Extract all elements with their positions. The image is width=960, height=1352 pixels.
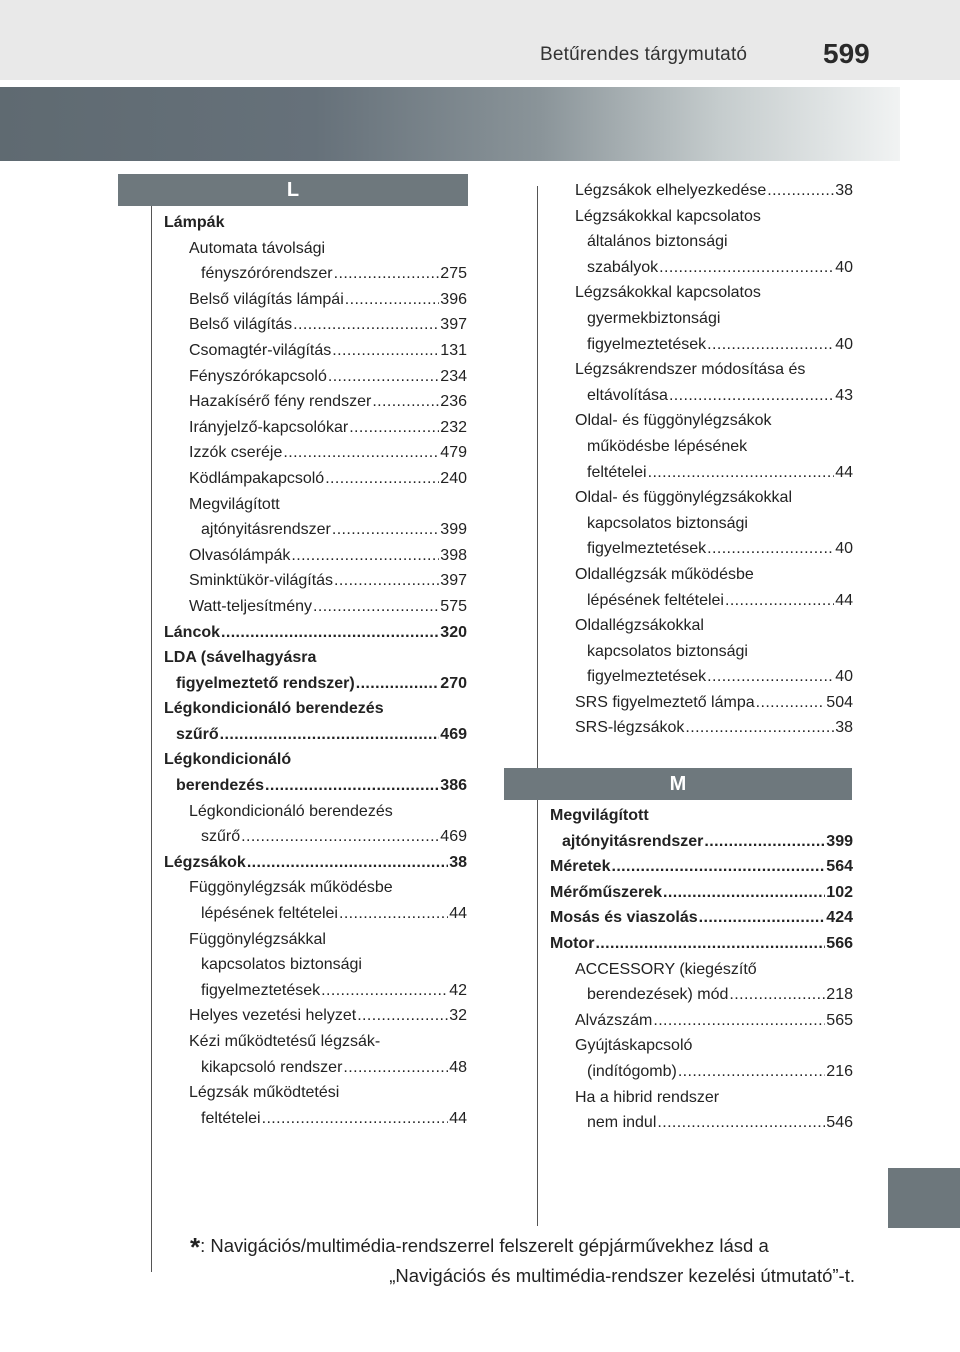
index-entry-line (550, 511, 853, 537)
index-entry (164, 696, 467, 747)
index-entry-text: nem indul (587, 1114, 657, 1132)
index-entry-text: (indítógomb) (587, 1062, 677, 1080)
index-page-ref: 399 (440, 521, 467, 539)
index-entry (164, 287, 467, 313)
index-entry-line (550, 664, 853, 690)
index-entry-line (550, 485, 853, 511)
index-page-ref: 48 (449, 1058, 467, 1076)
index-entry-text: Függönylégzsák működésbe (189, 879, 393, 897)
index-entry-line (164, 952, 467, 978)
index-entry-line (550, 536, 853, 562)
index-entry-text: Watt-teljesítmény (189, 597, 312, 615)
index-entry (550, 204, 853, 281)
index-entry-text: Megvilágított (189, 495, 280, 513)
index-page-ref: 44 (449, 1109, 467, 1127)
dot-leader (663, 880, 825, 906)
index-entry-text: szabályok (587, 258, 659, 276)
index-entry-line (550, 357, 853, 383)
index-entry-text: Függönylégzsákkal (189, 930, 326, 948)
index-page-ref: 40 (835, 258, 853, 276)
index-entry-text: ajtónyitásrendszer (562, 832, 704, 850)
index-page-ref: 424 (826, 909, 853, 927)
index-page-ref: 234 (440, 367, 467, 385)
index-entry (550, 715, 853, 741)
index-entry-line (164, 568, 467, 594)
index-entry-line (164, 517, 467, 543)
index-entry-text: Megvilágított (550, 807, 649, 824)
index-entry-line (164, 261, 467, 287)
index-entry-line (550, 803, 853, 829)
index-entry-text: Sminktükör-világítás (189, 572, 334, 590)
index-entry-line (164, 338, 467, 364)
index-page-ref: 275 (440, 265, 467, 283)
dot-leader (704, 829, 825, 855)
index-entry (550, 613, 853, 690)
index-page-ref: 42 (449, 981, 467, 999)
index-entry (164, 927, 467, 1004)
index-entry-line (164, 312, 467, 338)
index-entry-line (164, 236, 467, 262)
index-page-ref: 40 (835, 540, 853, 558)
index-entry-text: lépésének feltételei (201, 905, 338, 923)
index-entry-line (164, 1029, 467, 1055)
index-entry (550, 408, 853, 485)
index-entry-text: ajtónyitásrendszer (201, 521, 331, 539)
dot-leader (220, 722, 440, 748)
dot-leader (325, 466, 439, 492)
footnote-marker: * (190, 1232, 201, 1262)
dot-leader (345, 287, 440, 313)
index-page-ref: 546 (826, 1114, 853, 1132)
index-entry-text: Izzók cseréje (189, 444, 283, 462)
index-entry (164, 492, 467, 543)
index-entry (164, 389, 467, 415)
index-entry-line (550, 408, 853, 434)
index-entry-line (164, 364, 467, 390)
index-entry-text: figyelmeztető rendszer) (176, 674, 355, 692)
index-entry (550, 931, 853, 957)
index-entry-line (164, 722, 467, 748)
index-page-ref: 564 (826, 858, 853, 876)
dot-leader (725, 588, 834, 614)
index-column-left (164, 210, 467, 1131)
index-entry (164, 799, 467, 850)
dot-leader (707, 664, 834, 690)
index-entry-text: Mérőműszerek (550, 883, 663, 901)
index-page-ref: 320 (440, 623, 467, 641)
index-entry-line (164, 1055, 467, 1081)
index-entry (164, 747, 467, 798)
section-header-m: M (504, 768, 852, 800)
index-entry-line (550, 1033, 853, 1059)
index-page-ref: 232 (440, 418, 467, 436)
index-entry-line (164, 824, 467, 850)
dot-leader (707, 536, 834, 562)
dot-leader (291, 543, 439, 569)
index-entry (550, 880, 853, 906)
index-entry-text: szűrő (176, 725, 219, 743)
index-page-ref: 270 (440, 674, 467, 692)
index-page-ref: 240 (440, 469, 467, 487)
index-entry-line (164, 773, 467, 799)
dot-leader (707, 332, 834, 358)
dot-leader (221, 620, 439, 646)
index-entry-text: Irányjelző-kapcsolókar (189, 418, 349, 436)
index-entry-line (164, 927, 467, 953)
dot-leader (332, 338, 439, 364)
index-entry-text: Láncok (164, 623, 221, 641)
index-page-ref: 504 (826, 693, 853, 711)
index-entry (164, 1080, 467, 1131)
index-entry-text: Légzsákok (164, 853, 246, 871)
index-entry-line (164, 1080, 467, 1106)
index-entry-text: ACCESSORY (kiegészítő (575, 960, 757, 978)
index-entry-text: Ködlámpakapcsoló (189, 469, 325, 487)
index-entry-text: Légkondicionáló berendezés (189, 802, 393, 820)
index-page-ref: 38 (835, 719, 853, 737)
index-entry-text: Oldallégzsák működésbe (575, 565, 754, 583)
index-page-ref: 575 (440, 597, 467, 615)
dot-leader (657, 1110, 825, 1136)
index-entry-line (550, 982, 853, 1008)
index-entry (164, 236, 467, 287)
index-entry (164, 543, 467, 569)
index-entry-text: Alvázszám (575, 1011, 653, 1029)
index-entry-text: SRS-légzsákok (575, 719, 685, 737)
index-entry-line (164, 594, 467, 620)
index-entry (550, 803, 853, 854)
index-entry-text: Méretek (550, 858, 611, 876)
index-entry-line (164, 799, 467, 825)
index-entry (550, 280, 853, 357)
index-entry-text: kapcsolatos biztonsági (201, 956, 362, 974)
index-entry-text: eltávolítása (587, 386, 668, 404)
index-entry-line (164, 210, 467, 236)
index-page-ref: 38 (835, 182, 853, 199)
dot-leader (699, 905, 826, 931)
index-entry-line (550, 1059, 853, 1085)
index-entry-text: Oldal- és függönylégzsákokkal (575, 489, 793, 507)
index-entry (164, 568, 467, 594)
index-entry-text: fényszórórendszer (201, 265, 333, 283)
index-entry-text: Légkondicionáló (164, 751, 292, 769)
left-margin-rule (151, 200, 152, 1272)
index-entry-text: Kézi működtetésű légzsák- (189, 1033, 381, 1050)
index-entry (164, 1029, 467, 1080)
index-entry-text: Fényszórókapcsoló (189, 367, 327, 385)
index-entry-line (550, 1008, 853, 1034)
dot-leader (332, 517, 439, 543)
index-page-ref: 397 (440, 316, 467, 334)
column-divider (537, 186, 538, 1226)
index-page-ref: 397 (440, 572, 467, 590)
index-entry (550, 178, 853, 204)
index-entry (550, 357, 853, 408)
index-page-ref: 469 (440, 828, 467, 846)
dot-leader (678, 1059, 825, 1085)
index-page-ref: 399 (826, 832, 853, 850)
index-entry-line (550, 613, 853, 639)
dot-leader (334, 568, 439, 594)
dot-leader (293, 312, 439, 338)
index-entry-text: Olvasólámpák (189, 546, 291, 564)
dot-leader (339, 901, 448, 927)
header-band (0, 0, 960, 80)
index-page-ref: 40 (835, 668, 853, 686)
index-entry-text: Légzsákrendszer módosítása és (575, 361, 806, 379)
index-entry-line (164, 620, 467, 646)
index-entry-text: Belső világítás lámpái (189, 290, 344, 308)
index-entry-line (550, 306, 853, 332)
index-entry-line (550, 829, 853, 855)
dot-leader (659, 255, 834, 281)
index-entry (550, 1085, 853, 1136)
dot-leader (356, 671, 440, 697)
index-entry-text: Lámpák (164, 214, 225, 231)
index-entry (164, 338, 467, 364)
index-entry-line (164, 1106, 467, 1132)
index-entry-line (550, 957, 853, 983)
index-entry-line (550, 931, 853, 957)
index-entry-text: SRS figyelmeztető lámpa (575, 693, 755, 711)
section-thumb-tab (888, 1168, 960, 1228)
dot-leader (372, 389, 439, 415)
index-entry-text: feltételei (201, 1109, 261, 1127)
index-entry-line (164, 543, 467, 569)
index-entry-line (550, 332, 853, 358)
index-entry (164, 210, 467, 236)
index-page-ref: 566 (826, 934, 853, 952)
index-entry-text: Helyes vezetési helyzet (189, 1007, 357, 1025)
index-page-ref: 44 (835, 463, 853, 481)
index-entry-text: kapcsolatos biztonsági (587, 514, 748, 532)
dot-leader (669, 383, 834, 409)
index-page-ref: 43 (835, 386, 853, 404)
index-entry-line (550, 383, 853, 409)
index-entry-line (550, 204, 853, 230)
index-entry (550, 854, 853, 880)
index-entry-text: Gyújtáskapcsoló (575, 1037, 693, 1055)
index-entry-text: LDA (sávelhagyásra (164, 649, 317, 667)
dot-leader (767, 178, 834, 204)
index-entry-line (164, 466, 467, 492)
dot-leader (611, 854, 825, 880)
index-entry-text: Motor (550, 934, 595, 952)
index-page-ref: 44 (449, 905, 467, 923)
index-entry (164, 440, 467, 466)
section-header-l: L (118, 174, 468, 206)
index-entry (164, 364, 467, 390)
index-page-ref: 469 (440, 725, 467, 743)
dot-leader (283, 440, 439, 466)
index-entry-text: berendezések) mód (587, 986, 729, 1004)
index-page-ref: 398 (440, 546, 467, 564)
dot-leader (328, 364, 439, 390)
index-entry-line (164, 1003, 467, 1029)
dot-leader (241, 824, 439, 850)
index-entry-line (550, 460, 853, 486)
dot-leader (729, 982, 825, 1008)
dot-leader (648, 460, 835, 486)
index-entry-text: általános biztonsági (587, 233, 728, 251)
index-entry (164, 645, 467, 696)
index-page-ref: 40 (835, 335, 853, 353)
index-entry-line (164, 901, 467, 927)
dot-leader (343, 1055, 448, 1081)
index-page-ref: 396 (440, 290, 467, 308)
index-entry-text: gyermekbiztonsági (587, 309, 721, 327)
index-entry-line (164, 415, 467, 441)
dot-leader (321, 978, 448, 1004)
index-entry-line (550, 1085, 853, 1111)
index-entry-text: kikapcsoló rendszer (201, 1058, 343, 1076)
index-entry-text: Automata távolsági (189, 239, 326, 257)
index-entry (164, 620, 467, 646)
index-entry-text: Légzsák működtetési (189, 1084, 340, 1102)
index-entry-line (550, 690, 853, 716)
index-entry-line (550, 880, 853, 906)
index-page-ref: 479 (440, 444, 467, 462)
page-number: 599 (823, 38, 870, 69)
dot-leader (756, 690, 826, 716)
index-entry-text: Ha a hibrid rendszer (575, 1088, 720, 1106)
index-entry-line (550, 229, 853, 255)
index-entry (550, 1008, 853, 1034)
index-entry-text: működésbe lépésének (587, 437, 748, 455)
index-entry-text: Légkondicionáló berendezés (164, 700, 384, 718)
index-entry-line (550, 715, 853, 741)
index-entry-line (164, 389, 467, 415)
index-entry-text: Hazakísérő fény rendszer (189, 393, 372, 411)
index-entry-text: Légzsákok elhelyezkedése (575, 182, 767, 199)
dot-leader (247, 850, 448, 876)
index-entry (550, 905, 853, 931)
index-entry (550, 690, 853, 716)
index-entry-text: Légzsákokkal kapcsolatos (575, 207, 761, 225)
index-page-ref: 236 (440, 393, 467, 411)
index-entry-line (164, 492, 467, 518)
index-entry (164, 1003, 467, 1029)
header-banner (0, 87, 900, 161)
index-column-right-l (550, 178, 853, 741)
index-entry (164, 415, 467, 441)
index-entry-text: Oldallégzsákokkal (575, 617, 704, 635)
index-page-ref: 32 (449, 1007, 467, 1025)
index-entry-line (164, 440, 467, 466)
index-page-ref: 218 (826, 986, 853, 1004)
index-entry-text: szűrő (201, 828, 241, 846)
index-entry-line (164, 696, 467, 722)
dot-leader (313, 594, 439, 620)
index-entry (550, 957, 853, 1008)
index-page-ref: 216 (826, 1062, 853, 1080)
index-entry (164, 466, 467, 492)
index-entry-line (164, 747, 467, 773)
index-entry (550, 1033, 853, 1084)
index-entry-line (550, 562, 853, 588)
index-page-ref: 44 (835, 591, 853, 609)
index-entry-text: lépésének feltételei (587, 591, 724, 609)
index-entry (550, 562, 853, 613)
index-page-ref: 38 (449, 853, 467, 871)
index-entry-text: figyelmeztetések (587, 668, 707, 686)
dot-leader (334, 261, 440, 287)
index-entry-line (550, 588, 853, 614)
index-entry-text: figyelmeztetések (201, 981, 321, 999)
index-entry-line (550, 639, 853, 665)
index-entry-line (550, 434, 853, 460)
footnote-line-1: : Navigációs/multimédia-rendszerrel felszerelt gépjárművekhez lásd a (200, 1235, 769, 1256)
index-entry-line (550, 905, 853, 931)
index-entry-text: berendezés (176, 777, 265, 795)
index-entry-text: Csomagtér-világítás (189, 341, 332, 359)
index-entry-line (550, 280, 853, 306)
index-entry-line (550, 1110, 853, 1136)
footnote (190, 1228, 855, 1291)
index-entry-text: Belső világítás (189, 316, 293, 334)
index-page-ref: 386 (440, 777, 467, 795)
index-entry-text: kapcsolatos biztonsági (587, 642, 748, 660)
index-page-ref: 131 (440, 341, 467, 359)
index-column-right-m (550, 803, 853, 1136)
index-entry-line (550, 854, 853, 880)
index-entry (550, 485, 853, 562)
dot-leader (595, 931, 825, 957)
dot-leader (357, 1003, 448, 1029)
dot-leader (349, 415, 439, 441)
index-entry-text: Oldal- és függönylégzsákok (575, 412, 772, 430)
dot-leader (685, 715, 834, 741)
index-entry-line (164, 671, 467, 697)
index-entry (164, 594, 467, 620)
index-entry (164, 312, 467, 338)
index-entry (164, 850, 467, 876)
index-entry (164, 875, 467, 926)
index-entry-line (164, 645, 467, 671)
index-entry-line (164, 287, 467, 313)
footnote-line-2: „Navigációs és multimédia-rendszer kezelési útmutató”-t. (389, 1265, 855, 1286)
index-entry-text: Mosás és viaszolás (550, 909, 698, 927)
index-entry-line (550, 255, 853, 281)
index-entry-text: figyelmeztetések (587, 540, 707, 558)
index-page-ref: 102 (826, 883, 853, 901)
index-entry-line (164, 850, 467, 876)
dot-leader (262, 1106, 449, 1132)
index-entry-text: figyelmeztetések (587, 335, 707, 353)
index-entry-text: Légzsákokkal kapcsolatos (575, 284, 761, 302)
index-entry-line (550, 178, 853, 204)
index-page-ref: 565 (826, 1011, 853, 1029)
index-entry-line (164, 875, 467, 901)
index-entry-line (164, 978, 467, 1004)
dot-leader (653, 1008, 825, 1034)
header-title: Betűrendes tárgymutató (540, 44, 748, 65)
index-entry-text: feltételei (587, 463, 647, 481)
dot-leader (265, 773, 439, 799)
